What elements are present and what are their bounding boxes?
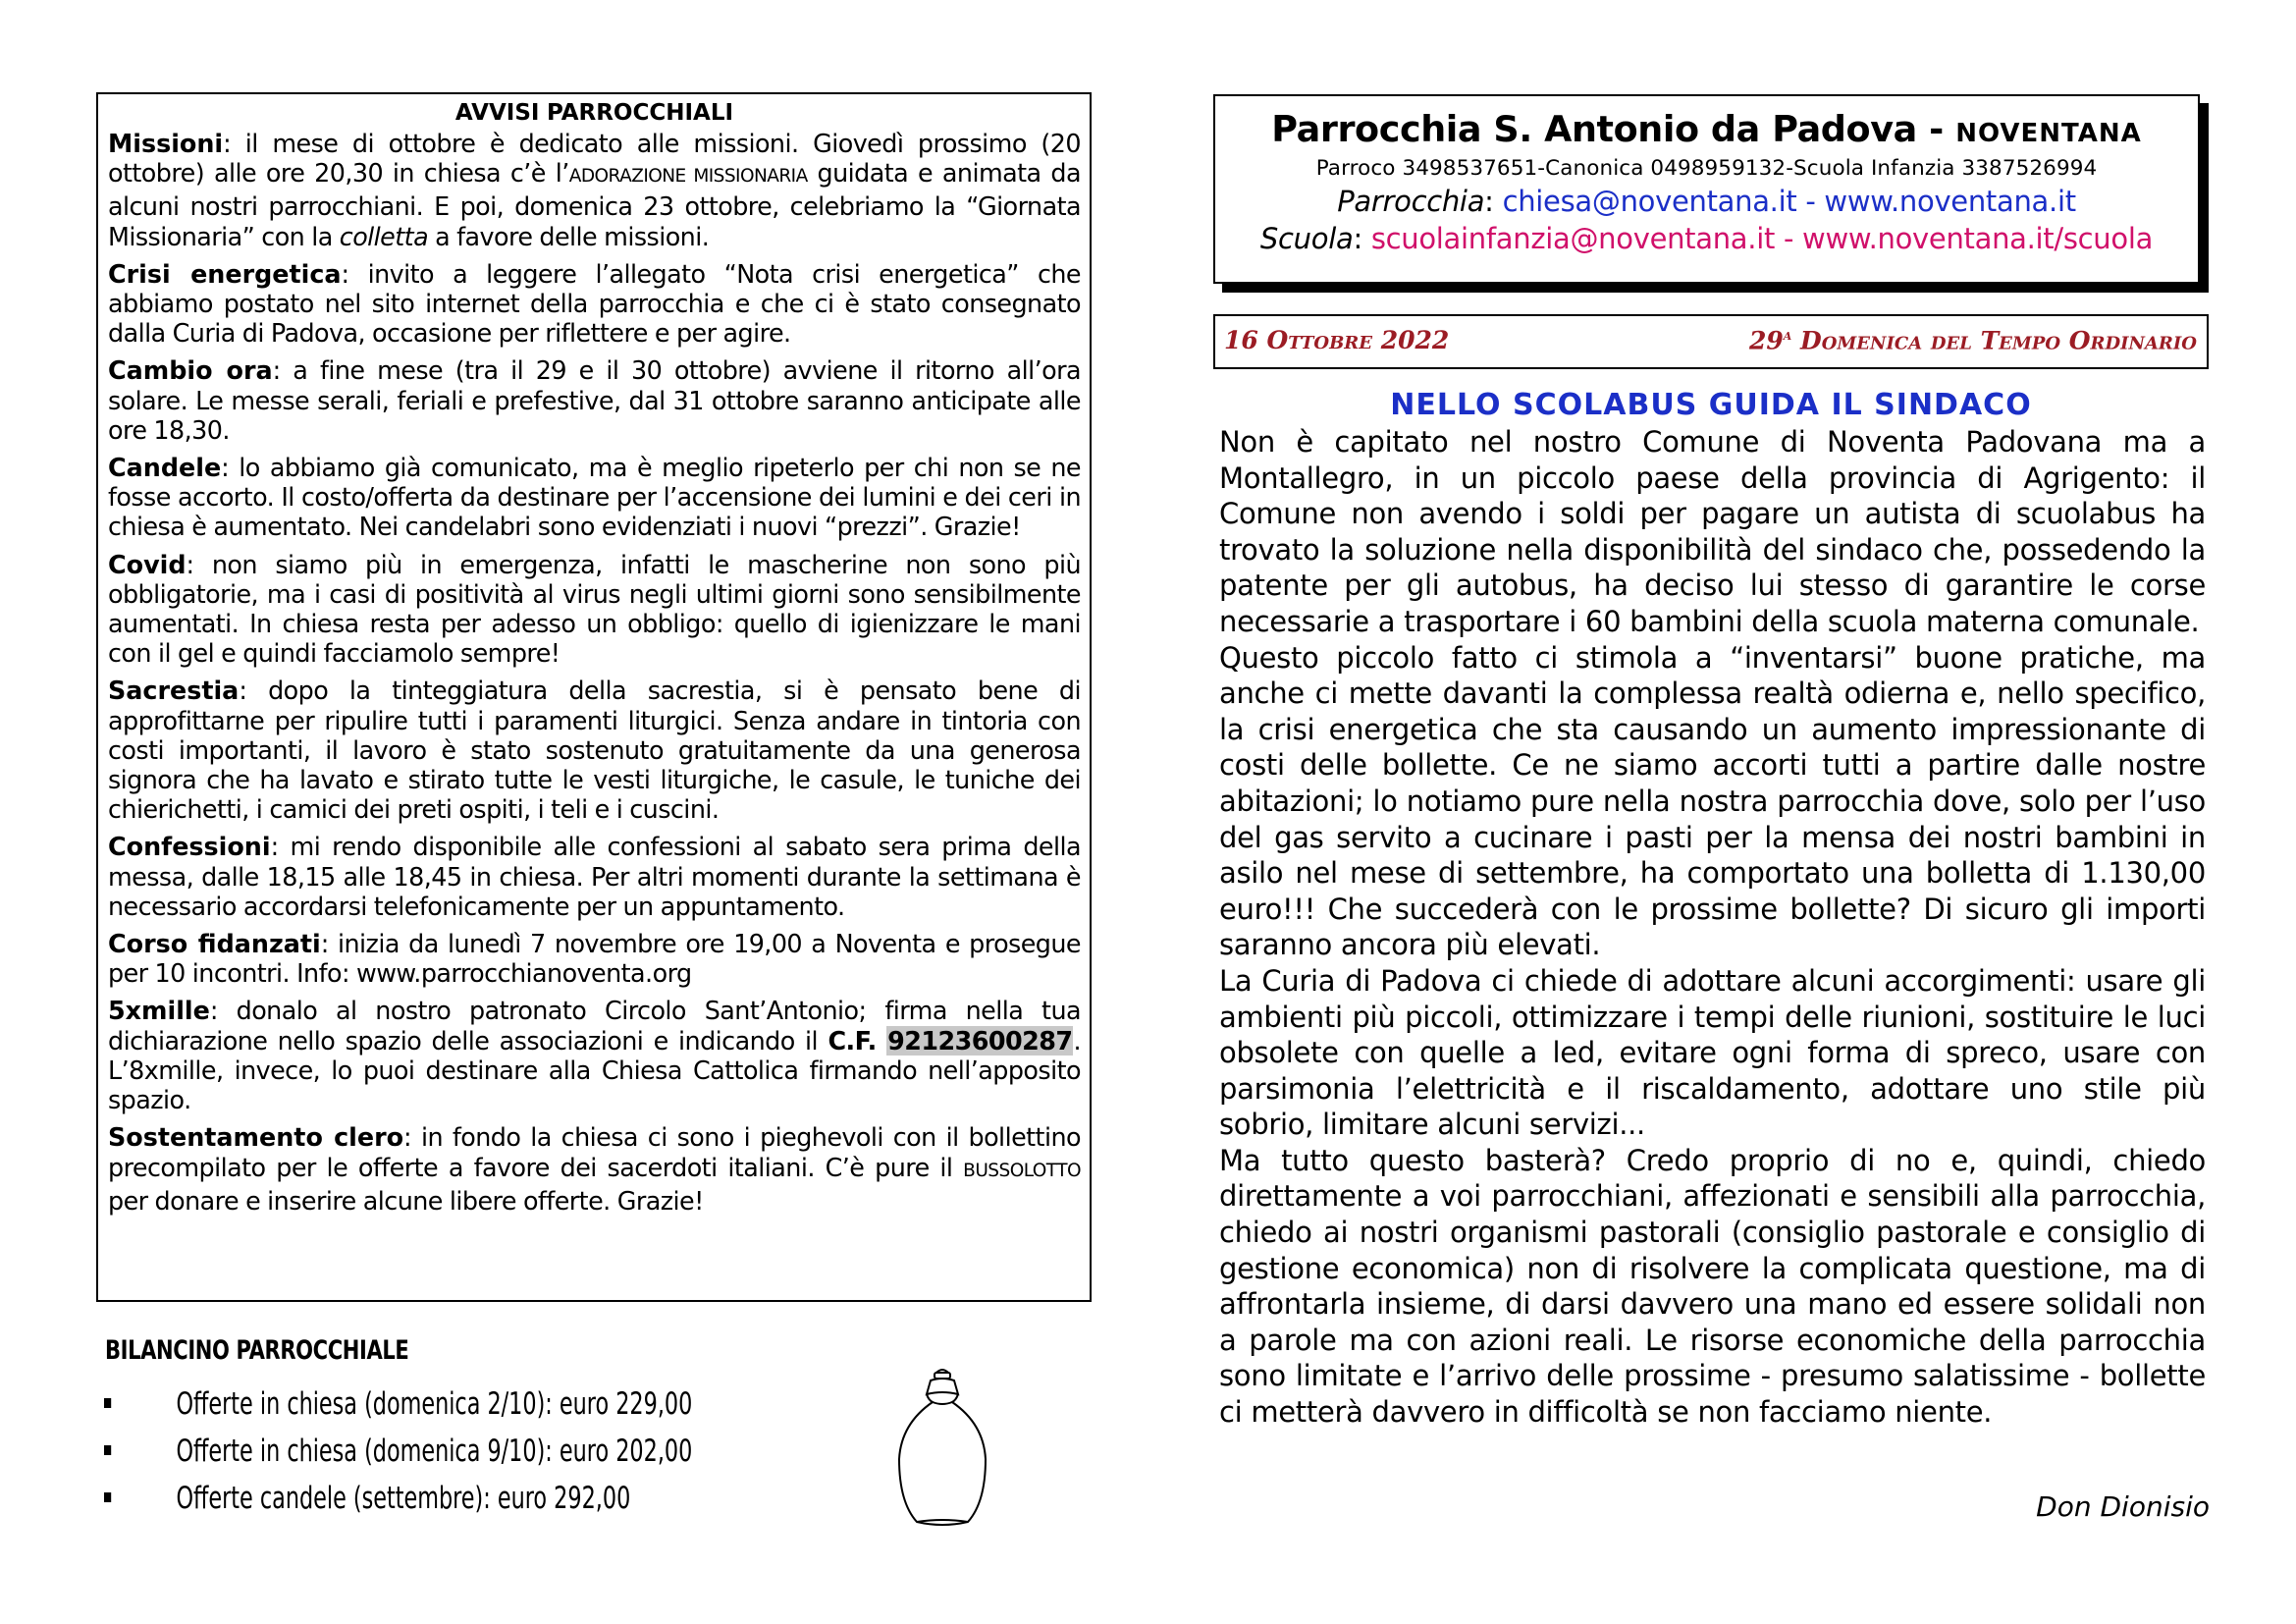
avviso-keyword: Crisi energetica [108, 258, 342, 289]
avviso-text: : mi rendo disponibile alle confessioni al sabato sera prima della messa, dalle 18,15 alle 18,45 in chiesa. Per altri momenti durante la settimana è necessario accordarsi telefonicamente per un appuntamento. [108, 832, 1081, 921]
avviso-smallcaps: ADORAZIONE MISSIONARIA [568, 166, 808, 188]
avviso-keyword: 5xmille [108, 996, 210, 1026]
avviso-keyword: Candele [108, 453, 222, 483]
sunday-name: Domenica del Tempo Ordinario [1791, 326, 2197, 355]
avviso-sostentamento-clero [108, 1122, 1081, 1216]
article-body [1219, 424, 2206, 1431]
bilancino-item-text: Offerte candele (settembre): euro 292,00 [176, 1481, 631, 1516]
bullet-icon [104, 1398, 111, 1408]
article-paragraph: Ma tutto questo basterà? Credo proprio di no e, quindi, chiedo direttamente a voi parrocchiani, affezionati e sensibili alla parrocchia, chiedo ai nostri organismi pastorali (consiglio pastorale e consiglio di gestione economica) non di risolvere la complicata questione, ma di affrontarla insieme, di darsi davvero una mano ed essere solidali non a parole ma con azioni reali. Le risorse economiche della parrocchia sono limitate e l’arrivo delle prossime - presumo salatissime - bollette ci metterà davvero in difficoltà se non facciamo niente. [1219, 1143, 2206, 1430]
avviso-keyword: Confessioni [108, 832, 271, 862]
bilancino-item [104, 1434, 692, 1469]
bilancino-item-text: Offerte in chiesa (domenica 2/10): euro 229,00 [176, 1386, 693, 1422]
bullet-icon [104, 1445, 111, 1455]
parish-contact-line: Parrocchia: chiesa@noventana.it - www.noventana.it [1337, 185, 2076, 218]
avvisi-box [96, 92, 1092, 1302]
offering-jar-icon [893, 1365, 991, 1530]
bilancino-title: BILANCINO PARROCCHIALE [105, 1335, 409, 1366]
parish-header [1213, 94, 2200, 284]
sunday-ordinal: a [1783, 326, 1792, 344]
avviso-text: : lo abbiamo già comunicato, ma è meglio ripeterlo per chi non se ne fosse accorto. Il costo/offerta da destinare per l’accensione dei lumini e dei ceri in chiesa è aumentato. Nei candelabri sono evidenziati i nuovi “prezzi”. Grazie! [108, 453, 1081, 542]
avviso-text: : inizia da lunedì 7 novembre ore 19,00 a Noventa e prosegue per 10 incontri. Info: www.parrocchianoventa.org [108, 929, 1081, 989]
parish-label: Parrocchia [1337, 185, 1485, 218]
liturgical-sunday [1749, 326, 2197, 354]
article-title: NELLO SCOLABUS GUIDA IL SINDACO [1390, 388, 2032, 422]
avviso-text: : dopo la tinteggiatura della sacrestia, si è pensato bene di approfittarne per ripulire tutti i paramenti liturgici. Senza andare in tintoria con costi importanti, il lavoro è stato sostenuto gratuitamente da una generosa signora che ha lavato e stirato tutte le vesti liturgiche, le casule, le tuniche dei chierichetti, i camici dei preti ospiti, i teli e i cuscini. [108, 676, 1081, 825]
sunday-number: 29 [1748, 326, 1784, 355]
article-paragraph: Questo piccolo fatto ci stimola a “inventarsi” buone pratiche, ma anche ci mette davanti la complessa realtà odierna e, nello specifico, la crisi energetica che sta causando un aumento impressionante di costi delle bollette. Ce ne siamo accorti tutti a partire dalle nostre abitazioni; lo notiamo pure nella nostra parrocchia dove, solo per l’uso del gas servito a cucinare i pasti per la mensa dei nostri bambini in asilo nel mese di settembre, ha comportato una bolletta di 1.130,00 euro!!! Che succederà con le prossime bollette? Di sicuro gli importi saranno ancora più elevati. [1219, 640, 2206, 962]
avviso-text: guidata e animata da alcuni nostri parrocchiani. E poi, domenica 23 ottobre, celebriamo la “Giornata Missionaria” con la [108, 158, 1081, 251]
avviso-keyword: Covid [108, 549, 187, 579]
school-label: Scuola [1259, 222, 1354, 255]
avviso-keyword: Missioni [108, 129, 224, 158]
avviso-text: a favore delle missioni. [428, 221, 710, 251]
avviso-candele [108, 453, 1081, 542]
avviso-covid [108, 550, 1081, 669]
bullet-icon [104, 1492, 111, 1502]
cf-label: C.F. [828, 1025, 877, 1056]
avviso-sacrestia [108, 676, 1081, 824]
article-paragraph: Non è capitato nel nostro Comune di Noventa Padovana ma a Montallegro, in un piccolo paese della provincia di Agrigento: il Comune non avendo i soldi per pagare un autista di scuolabus ha trovato la soluzione nella disponibilità del sindaco che, possedendo la patente per gli autobus, ha deciso lui stesso di garantire le corse necessarie a trasportare i 60 bambini della scuola materna comunale. [1219, 425, 2206, 638]
signature: Don Dionisio [2036, 1490, 2210, 1523]
avviso-keyword: Cambio ora [108, 355, 273, 386]
avvisi-title: AVVISI PARROCCHIALI [454, 100, 734, 126]
avviso-text: : invito a leggere l’allegato “Nota crisi energetica” che abbiamo postato nel sito internet della parrocchia e che ci è stato consegnato dalla Curia di Padova, occasione per riflettere e per agire. [108, 258, 1081, 349]
avviso-text: : non siamo più in emergenza, infatti le mascherine non sono più obbligatorie, ma i casi di positività al virus negli ultimi giorni sono sensibilmente aumentati. In chiesa resta per adesso un obbligo: quello di igienizzare le mani con il gel e quindi facciamolo sempre! [108, 549, 1081, 669]
parish-town: NOVENTANA [1955, 119, 2142, 148]
avviso-5xmille [108, 996, 1081, 1114]
avviso-text: : in fondo la chiesa ci sono i pieghevoli con il bollettino precompilato per le offerte a favore dei sacerdoti italiani. C’è pure il [108, 1122, 1081, 1182]
parish-name-text: Parrocchia S. Antonio da Padova - [1271, 108, 1956, 150]
avviso-text: : a fine mese (tra il 29 e il 30 ottobre) avviene il ritorno all’ora solare. Le messe serali, feriali e prefestive, dal 31 ottobre saranno anticipate alle ore 18,30. [108, 355, 1081, 445]
avviso-text: per donare e inserire alcune libere offerte. Grazie! [108, 1185, 704, 1216]
phone-numbers: Parroco 3498537651-Canonica 0498959132-Scuola Infanzia 3387526994 [1315, 156, 2098, 181]
bilancino-item-text: Offerte in chiesa (domenica 9/10): euro 202,00 [176, 1434, 693, 1469]
avviso-keyword: Corso fidanzati [108, 929, 321, 959]
bilancino-item [104, 1481, 630, 1516]
avviso-text: . L’8xmille, invece, lo puoi destinare alla Chiesa Cattolica firmando nell’apposito spazio. [108, 1025, 1081, 1115]
bilancino-item [104, 1386, 692, 1422]
avviso-emphasis: colletta [339, 221, 429, 251]
avviso-corso-fidanzati [108, 929, 1081, 988]
avviso-keyword: Sostentamento clero [108, 1122, 404, 1153]
avviso-cambio-ora [108, 355, 1081, 445]
avviso-confessioni [108, 832, 1081, 921]
avviso-keyword: Sacrestia [108, 676, 240, 706]
avviso-crisi [108, 259, 1081, 349]
cf-number: 92123600287 [887, 1025, 1073, 1056]
parish-links[interactable]: chiesa@noventana.it - www.noventana.it [1502, 185, 2076, 218]
article-paragraph: La Curia di Padova ci chiede di adottare alcuni accorgimenti: usare gli ambienti più piccoli, ottimizzare i tempi delle riunioni, sostituire le luci obsolete con quelle a led, evitare ogni forma di spreco, usare con parsimonia l’elettricità e il riscaldamento, adottare uno stile più sobrio, limitare alcuni servizi... [1219, 963, 2206, 1142]
date-bar [1213, 314, 2209, 369]
parish-name [1215, 108, 2198, 150]
avviso-missioni [108, 129, 1081, 251]
school-contact-line: Scuola: scuolainfanzia@noventana.it - www.noventana.it/scuola [1259, 222, 2154, 255]
issue-date: 16 Ottobre 2022 [1224, 326, 1450, 354]
avviso-text: : il mese di ottobre è dedicato alle missioni. Giovedì prossimo (20 ottobre) alle ore 20,30 in chiesa c’è l’ [108, 129, 1081, 189]
school-links[interactable]: scuolainfanzia@noventana.it - www.noventana.it/scuola [1370, 222, 2154, 255]
avviso-smallcaps: BUSSOLOTTO [963, 1160, 1081, 1181]
avviso-text: : donalo al nostro patronato Circolo Sant’Antonio; firma nella tua dichiarazione nello spazio delle associazioni e indicando il [108, 996, 1081, 1056]
